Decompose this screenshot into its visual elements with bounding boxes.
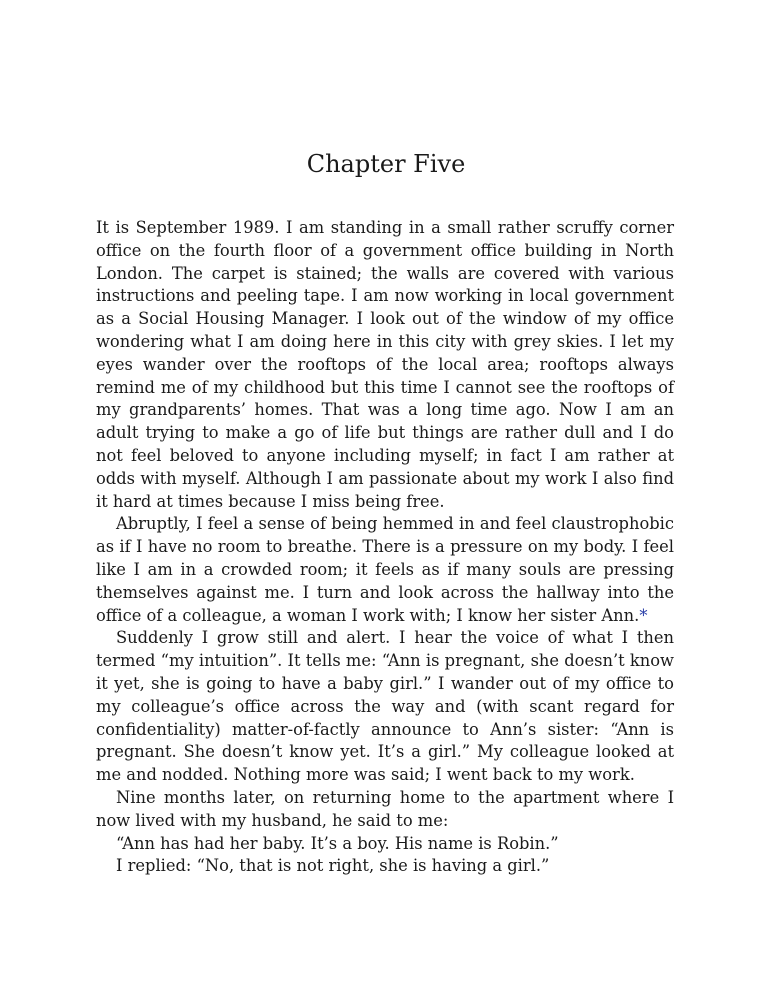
paragraph-1-text: It is September 1989. I am standing in a small rather scruffy corner office on the fourth floor of a government office building in North London. The carpet is stained; the walls are covered with various instructions and peeling tape. I am now working in local government as a Social Housing Manager. I look out of the window of my office wondering what I am doing here in this city with grey skies. I let my eyes wander over the rooftops of the local area; rooftops always remind me of my childhood but this time I cannot see the rooftops of my grandparents’ homes. That was a long time ago. Now I am an adult trying to make a go of life but things are rather dull and I do not feel beloved to anyone including myself; in fact I am rather at odds with myself. Although I am passionate about my work I also find it hard at times because I miss being free. bbox=[96, 218, 674, 511]
paragraph-1 bbox=[96, 217, 674, 513]
paragraph-2-text: Abruptly, I feel a sense of being hemmed in and feel claustrophobic as if I have no room to breathe. There is a pressure on my body. I feel like I am in a crowded room; it feels as if many souls are pressing themselves against me. I turn and look across the hallway into the office of a colleague, a woman I work with; I know her sister Ann. bbox=[96, 514, 674, 625]
chapter-title: Chapter Five bbox=[306, 150, 466, 178]
paragraph-5 bbox=[96, 833, 674, 856]
paragraph-6-text: I replied: “No, that is not right, she is having a girl.” bbox=[116, 856, 550, 876]
paragraph-2 bbox=[96, 513, 674, 627]
paragraph-4-text: Nine months later, on returning home to the apartment where I now lived with my husband, he said to me: bbox=[96, 787, 674, 830]
footnote-link[interactable]: * bbox=[639, 605, 648, 625]
chapter-body bbox=[96, 217, 674, 878]
paragraph-3-text: Suddenly I grow still and alert. I hear the voice of what I then termed “my intuition”. It tells me: “Ann is pregnant, she doesn’t know it yet, she is going to have a baby girl.” I wander out of my office to my colleague’s office across the way and (with scant regard for confidentiality) matter-of-factly announce to Ann’s sister: “Ann is pregnant. She doesn’t know yet. It’s a girl.” My colleague looked at me and nodded. Nothing more was said; I went back to my work. bbox=[96, 628, 674, 785]
paragraph-6 bbox=[96, 855, 674, 878]
paragraph-5-text: “Ann has had her baby. It’s a boy. His name is Robin.” bbox=[116, 833, 559, 853]
paragraph-3 bbox=[96, 627, 674, 787]
paragraph-4 bbox=[96, 787, 674, 833]
